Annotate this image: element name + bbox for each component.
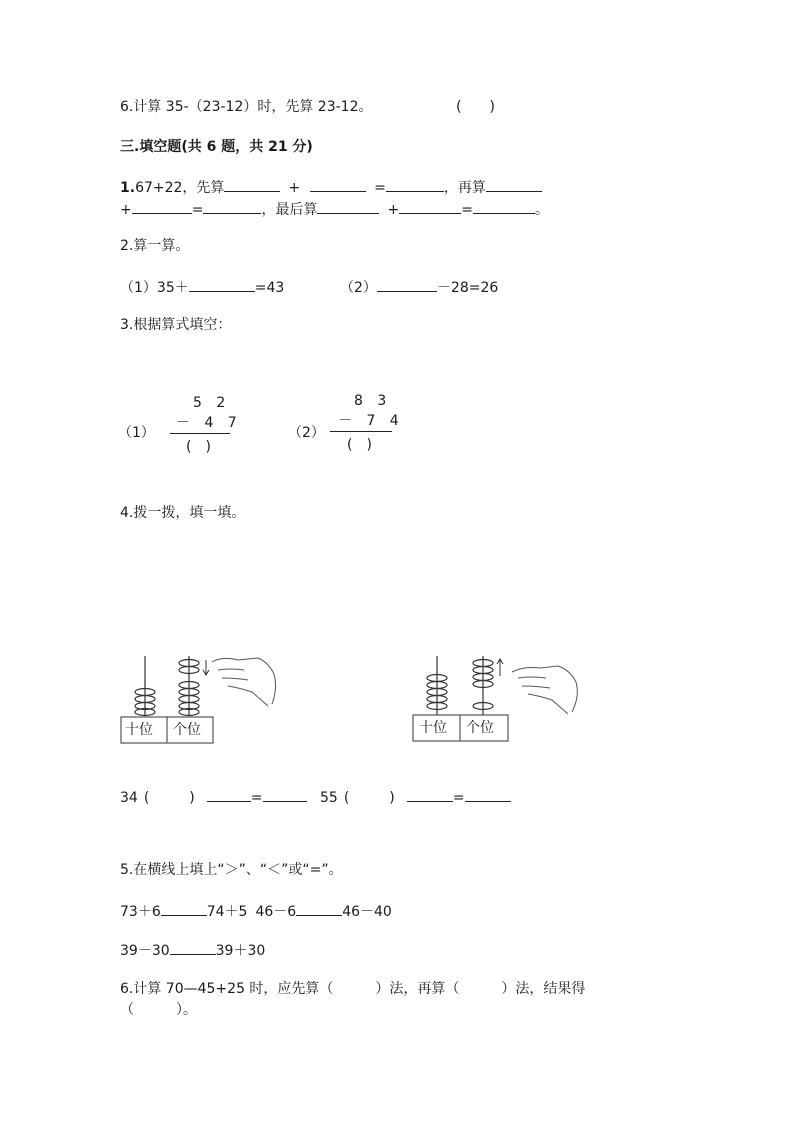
q5-row-2-expr-b: 39＋30	[215, 943, 266, 959]
q2-blank-2[interactable]	[377, 277, 437, 292]
abacus-2-tens-rod	[427, 656, 447, 715]
question-5-row-2	[120, 940, 265, 960]
hand-pointing-icon-2	[512, 666, 577, 714]
down-arrow-icon	[203, 660, 209, 675]
q3-expr-1-bottom: － 4 7	[176, 415, 242, 431]
q1-blank-9[interactable]	[473, 199, 535, 214]
question-2-part-1	[120, 277, 284, 297]
q5-blank-3[interactable]	[170, 940, 216, 955]
q5-row-1-expr-d: 46－40	[342, 904, 392, 920]
section-3-title: 三.填空题(共 6 题，共 21 分)	[120, 139, 313, 155]
abacus-1-tens-label: 十位	[125, 722, 153, 738]
q1-blank-1[interactable]	[224, 177, 280, 192]
q1-blank-2[interactable]	[310, 177, 366, 192]
q4-fill-1-equals: =	[250, 790, 263, 806]
q1-period: 。	[534, 202, 549, 218]
abacus-2-tens-label: 十位	[419, 720, 447, 736]
q4-fill-2-number: 55	[320, 790, 338, 806]
abacus-2-ones-rod	[473, 656, 493, 715]
q1-text-first-calc: 67+22，先算	[135, 180, 225, 196]
q4-fill-1-number: 34	[120, 790, 138, 806]
q5-blank-1[interactable]	[161, 901, 207, 916]
abacus-1-ones-label: 个位	[173, 722, 201, 738]
hand-pointing-icon	[212, 658, 276, 706]
q4-fill-1-right-paren: )	[189, 790, 195, 806]
q4-fill-2-blank-a[interactable]	[407, 787, 453, 802]
q1-text-then-calc: ，再算	[443, 180, 486, 196]
q4-fill-1-blank-b[interactable]	[263, 787, 307, 802]
question-4-title: 4.拨一拨，填一填。	[120, 505, 246, 521]
q1-equals-1: =	[374, 180, 386, 196]
q3-expr-1-label: （1）	[118, 425, 155, 441]
q1-plus-1: +	[288, 180, 301, 196]
question-1-number: 1.	[120, 180, 136, 196]
question-1-line-2	[120, 199, 549, 219]
prev-question-6: 6.计算 35-（23-12）时，先算 23-12。	[120, 99, 373, 115]
question-1-line-1	[120, 177, 542, 197]
q1-equals-2: =	[191, 202, 204, 218]
q5-row-1-expr-b: 74＋5	[206, 904, 248, 920]
q1-blank-6[interactable]	[203, 199, 261, 214]
q5-row-1-expr-c: 46－6	[255, 904, 297, 920]
q4-fill-2-left-paren: (	[343, 790, 350, 806]
abacus-2-ones-label: 个位	[466, 720, 494, 736]
abacus-1-ones-rod	[179, 656, 199, 716]
q4-fill-2-blank-b[interactable]	[465, 787, 511, 802]
q3-expr-1-answer[interactable]: ( )	[186, 439, 211, 455]
q2-part-2-right: －28=26	[436, 280, 499, 296]
q5-blank-2[interactable]	[296, 901, 342, 916]
q3-expr-1-line	[170, 433, 230, 434]
q1-blank-3[interactable]	[386, 177, 444, 192]
up-arrow-icon	[497, 659, 503, 676]
q2-part-2-left: （2）	[340, 280, 377, 296]
question-3-title: 3.根据算式填空：	[120, 317, 232, 333]
q5-row-1-expr-a: 73＋6	[120, 904, 161, 920]
q1-blank-4[interactable]	[486, 177, 542, 192]
question-2-title: 2.算一算。	[120, 238, 190, 254]
q2-part-1-right: =43	[254, 280, 285, 296]
q4-fill-1-blank-a[interactable]	[207, 787, 251, 802]
q2-blank-1[interactable]	[189, 277, 255, 292]
q1-equals-3: =	[461, 202, 473, 218]
question-4-fill-2	[320, 787, 511, 807]
q4-fill-2-equals: =	[452, 790, 465, 806]
q3-expr-1-top: 5 2	[193, 395, 231, 411]
q1-plus-2: +	[120, 202, 132, 218]
q4-fill-2-right-paren: )	[389, 790, 395, 806]
question-4-fill-1	[120, 787, 307, 807]
q3-expr-2-line	[330, 431, 392, 432]
q3-expr-2-answer[interactable]: ( )	[347, 437, 372, 453]
question-6-line-1: 6.计算 70—45+25 时，应先算（ ）法，再算（ ）法，结果得	[120, 981, 586, 997]
question-2-part-2	[340, 277, 498, 297]
q5-row-2-expr-a: 39－30	[120, 943, 170, 959]
question-5-title: 5.在横线上填上“＞”、“＜”或“=”。	[120, 862, 343, 878]
q2-part-1-left: （1）35＋	[120, 280, 189, 296]
q1-plus-3: +	[387, 202, 400, 218]
q3-expr-2-label: （2）	[288, 425, 325, 441]
q3-expr-2-top: 8 3	[354, 393, 392, 409]
question-6-line-2: （ ）。	[120, 1002, 197, 1018]
q1-blank-8[interactable]	[399, 199, 461, 214]
q3-expr-2-bottom: － 7 4	[338, 413, 404, 429]
prev-question-6-answer-paren: ( )	[456, 99, 495, 115]
q1-blank-7[interactable]	[317, 199, 379, 214]
q1-text-finally-calc: ，最后算	[261, 202, 318, 218]
question-5-row-1	[120, 901, 392, 921]
abacus-1-tens-rod	[135, 656, 155, 716]
q1-blank-5[interactable]	[132, 199, 192, 214]
q4-fill-1-left-paren: (	[143, 790, 150, 806]
